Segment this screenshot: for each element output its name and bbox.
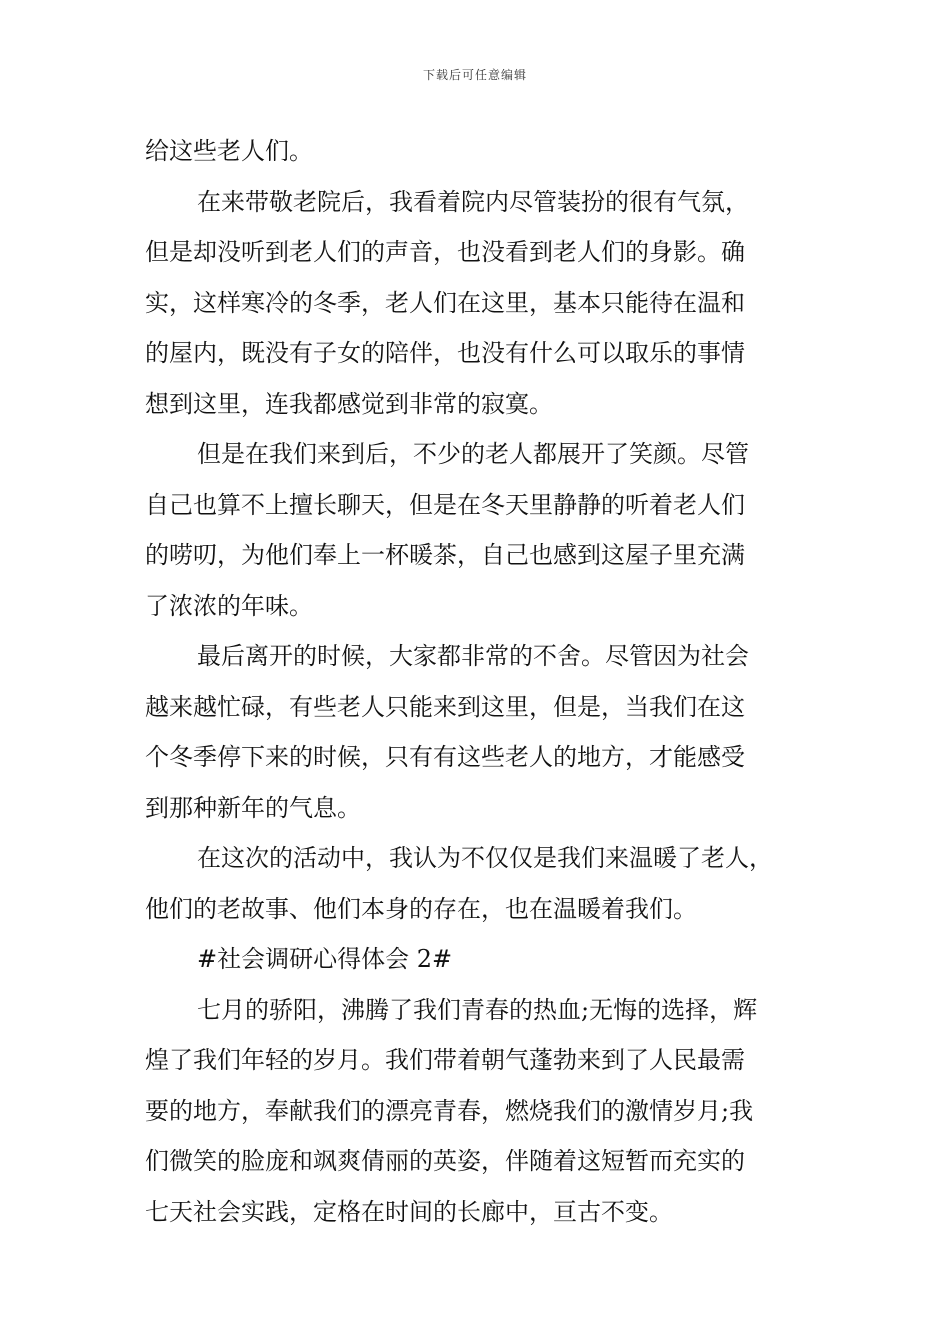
text-line: 了浓浓的年味。 (145, 591, 313, 620)
text-line: 最后离开的时候，大家都非常的不舍。尽管因为社会 (197, 642, 749, 670)
text-line: 想到这里，连我都感觉到非常的寂寞。 (145, 389, 553, 418)
text-line: 个冬季停下来的时候，只有有这些老人的地方，才能感受 (145, 743, 745, 771)
text-line: 到那种新年的气息。 (145, 793, 361, 822)
text-line: 越来越忙碌，有些老人只能来到这里，但是，当我们在这 (145, 692, 745, 721)
text-line: 但是在我们来到后，不少的老人都展开了笑颜。尽管 (197, 440, 749, 468)
text-line: 要的地方，奉献我们的漂亮青春，燃烧我们的激情岁月;我 (145, 1096, 754, 1125)
text-line: 实，这样寒冷的冬季，老人们在这里，基本只能待在温和 (145, 288, 745, 317)
text-line: 七天社会实践，定格在时间的长廊中，亘古不变。 (145, 1197, 673, 1226)
text-line: 自己也算不上擅长聊天，但是在冬天里静静的听着老人们 (145, 490, 745, 519)
document-body (145, 126, 825, 1237)
text-line: 们微笑的脸庞和飒爽倩丽的英姿，伴随着这短暂而充实的 (145, 1147, 745, 1175)
header-note: 下载后可任意编辑 (422, 68, 527, 82)
text-line: 他们的老故事、他们本身的存在，也在温暖着我们。 (145, 894, 697, 923)
text-line: 的屋内，既没有子女的陪伴，也没有什么可以取乐的事情 (145, 339, 745, 367)
section-heading: #社会调研心得体会 2# (197, 945, 453, 973)
text-line: 的唠叨，为他们奉上一杯暖茶，自己也感到这屋子里充满 (145, 541, 745, 569)
text-line: 在这次的活动中，我认为不仅仅是我们来温暖了老人， (197, 844, 773, 872)
text-line: 给这些老人们。 (145, 137, 313, 165)
text-line: 七月的骄阳，沸腾了我们青春的热血;无悔的选择，辉 (197, 995, 758, 1024)
text-line: 在来带敬老院后，我看着院内尽管装扮的很有气氛， (197, 187, 749, 216)
text-line: 但是却没听到老人们的声音，也没看到老人们的身影。确 (145, 238, 745, 266)
text-line: 煌了我们年轻的岁月。我们带着朝气蓬勃来到了人民最需 (145, 1046, 745, 1074)
